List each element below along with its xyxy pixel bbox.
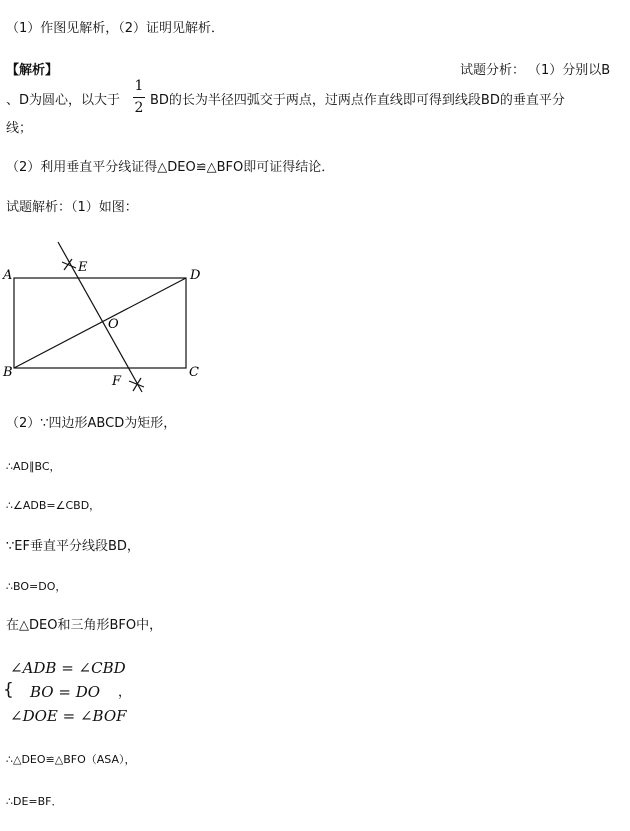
perpendicular-bisector-ef	[58, 242, 142, 392]
conclusion-2: ∴DE=BF．	[6, 795, 63, 808]
system-eq3: ∠DOE = ∠BOF	[10, 707, 127, 725]
analysis-topic-label: 试题分析：	[460, 63, 526, 78]
analysis-part1-start: （1）分别以B	[528, 63, 611, 78]
label-o: O	[108, 317, 119, 332]
solution-intro: 试题解析：（1）如图：	[6, 200, 138, 215]
label-c: C	[189, 365, 199, 380]
step-2: ∴AD∥BC，	[6, 460, 61, 473]
system-eq1: ∠ADB = ∠CBD	[10, 659, 126, 677]
conclusion-1: ∴△DEO≌△BFO（ASA），	[6, 753, 136, 766]
fraction-numerator: 1	[134, 78, 144, 94]
label-d: D	[190, 268, 201, 283]
arc-mark-f	[129, 378, 144, 391]
fraction-denominator: 2	[134, 100, 144, 116]
diagonal-bd	[14, 278, 186, 368]
analysis-line2-a: 、D为圆心，以大于	[6, 93, 121, 108]
analysis-heading: 【解析】	[6, 63, 59, 78]
answer-line: （1）作图见解析，（2）证明见解析．	[6, 21, 225, 36]
step-3: ∴∠ADB=∠CBD，	[6, 499, 101, 512]
system-brace: {	[3, 680, 14, 700]
label-f: F	[112, 374, 122, 389]
analysis-part2: （2）利用垂直平分线证得△DEO≌△BFO即可证得结论．	[6, 160, 335, 175]
label-b: B	[3, 365, 13, 380]
analysis-line2-b: BD的长为半径四弧交于两点，过两点作直线即可得到线段BD的垂直平分	[150, 93, 565, 108]
step-5: ∴BO=DO，	[6, 580, 67, 593]
rectangle-figure	[0, 235, 220, 395]
label-e: E	[78, 260, 88, 275]
system-eq2: BO = DO	[30, 683, 101, 701]
system-eq2-comma: ，	[118, 685, 132, 700]
step-1: （2）∵四边形ABCD为矩形，	[6, 416, 177, 431]
step-6: 在△DEO和三角形BFO中，	[6, 618, 163, 633]
step-4: ∵EF垂直平分线段BD，	[6, 539, 140, 554]
analysis-line3: 线；	[6, 121, 33, 136]
fraction-bar	[133, 97, 145, 98]
label-a: A	[3, 268, 13, 283]
